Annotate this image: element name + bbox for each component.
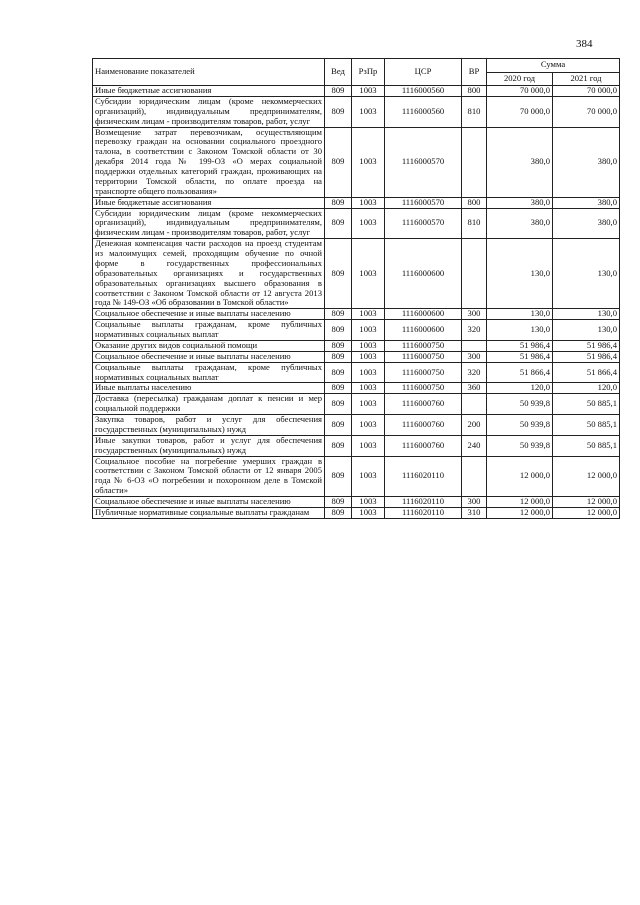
- cell-csr: 1116000600: [385, 239, 462, 309]
- cell-2021: 50 885,1: [553, 394, 620, 415]
- cell-rzpr: 1003: [352, 456, 385, 497]
- cell-rzpr: 1003: [352, 507, 385, 518]
- table-row: [93, 127, 620, 197]
- cell-csr: 1116000750: [385, 340, 462, 351]
- cell-name: Оказание других видов социальной помощи: [93, 340, 325, 351]
- cell-2020: 120,0: [487, 383, 553, 394]
- cell-2021: 380,0: [553, 208, 620, 239]
- cell-rzpr: 1003: [352, 197, 385, 208]
- cell-rzpr: 1003: [352, 362, 385, 383]
- table-row: [93, 435, 620, 456]
- cell-name: Денежная компенсация части расходов на проезд студентам из малоимущих семей, проходящим обучение по очной форме в государственных профессиональных образовательных организациях и государственных образовательных организациях высшего образования в соответствии с Законом Томской области от 12 августа 2013 года № 149-ОЗ «Об образовании в Томской области»: [93, 239, 325, 309]
- cell-ved: 809: [325, 96, 352, 127]
- cell-2021: 130,0: [553, 320, 620, 341]
- cell-2020: 51 986,4: [487, 351, 553, 362]
- table-row: [93, 394, 620, 415]
- cell-csr: 1116000560: [385, 86, 462, 97]
- header-2020: 2020 год: [487, 72, 553, 86]
- cell-csr: 1116000760: [385, 394, 462, 415]
- cell-2020: 70 000,0: [487, 86, 553, 97]
- cell-ved: 809: [325, 497, 352, 508]
- cell-vr: 300: [462, 497, 487, 508]
- header-2021: 2021 год: [553, 72, 620, 86]
- cell-name: Социальное обеспечение и иные выплаты населению: [93, 309, 325, 320]
- table-row: [93, 507, 620, 518]
- cell-csr: 1116000570: [385, 197, 462, 208]
- cell-ved: 809: [325, 208, 352, 239]
- page-number: 384: [576, 38, 593, 50]
- cell-vr: 320: [462, 320, 487, 341]
- cell-2021: 51 866,4: [553, 362, 620, 383]
- table-row: [93, 239, 620, 309]
- cell-rzpr: 1003: [352, 383, 385, 394]
- cell-name: Доставка (пересылка) гражданам доплат к пенсии и мер социальной поддержки: [93, 394, 325, 415]
- cell-2020: 50 939,8: [487, 435, 553, 456]
- header-vr: ВР: [462, 59, 487, 86]
- cell-name: Социальное обеспечение и иные выплаты населению: [93, 351, 325, 362]
- cell-csr: 1116000560: [385, 96, 462, 127]
- budget-table: [92, 58, 620, 519]
- cell-name: Иные закупки товаров, работ и услуг для обеспечения государственных (муниципальных) нужд: [93, 435, 325, 456]
- cell-rzpr: 1003: [352, 208, 385, 239]
- cell-ved: 809: [325, 197, 352, 208]
- cell-2021: 12 000,0: [553, 507, 620, 518]
- cell-2020: 50 939,8: [487, 415, 553, 436]
- cell-name: Публичные нормативные социальные выплаты гражданам: [93, 507, 325, 518]
- cell-ved: 809: [325, 239, 352, 309]
- cell-name: Иные бюджетные ассигнования: [93, 197, 325, 208]
- cell-2021: 70 000,0: [553, 86, 620, 97]
- table-row: [93, 320, 620, 341]
- table-row: [93, 340, 620, 351]
- cell-2020: 50 939,8: [487, 394, 553, 415]
- header-ved: Вед: [325, 59, 352, 86]
- table-row: [93, 351, 620, 362]
- cell-2020: 70 000,0: [487, 96, 553, 127]
- cell-rzpr: 1003: [352, 239, 385, 309]
- cell-rzpr: 1003: [352, 340, 385, 351]
- cell-csr: 1116000760: [385, 435, 462, 456]
- cell-2020: 130,0: [487, 320, 553, 341]
- cell-vr: 810: [462, 96, 487, 127]
- cell-name: Социальное обеспечение и иные выплаты населению: [93, 497, 325, 508]
- cell-csr: 1116000570: [385, 127, 462, 197]
- cell-vr: 320: [462, 362, 487, 383]
- cell-vr: 360: [462, 383, 487, 394]
- cell-2020: 51 986,4: [487, 340, 553, 351]
- cell-2021: 70 000,0: [553, 96, 620, 127]
- cell-rzpr: 1003: [352, 351, 385, 362]
- cell-vr: 240: [462, 435, 487, 456]
- cell-rzpr: 1003: [352, 86, 385, 97]
- table-row: [93, 208, 620, 239]
- cell-2020: 51 866,4: [487, 362, 553, 383]
- cell-ved: 809: [325, 340, 352, 351]
- cell-csr: 1116000760: [385, 415, 462, 436]
- cell-2020: 130,0: [487, 309, 553, 320]
- cell-name: Иные выплаты населению: [93, 383, 325, 394]
- cell-csr: 1116000750: [385, 351, 462, 362]
- cell-ved: 809: [325, 362, 352, 383]
- cell-2021: 12 000,0: [553, 456, 620, 497]
- table-row: [93, 456, 620, 497]
- cell-csr: 1116020110: [385, 507, 462, 518]
- cell-2021: 50 885,1: [553, 415, 620, 436]
- cell-ved: 809: [325, 435, 352, 456]
- cell-csr: 1116000570: [385, 208, 462, 239]
- cell-rzpr: 1003: [352, 96, 385, 127]
- cell-2021: 380,0: [553, 197, 620, 208]
- cell-vr: [462, 394, 487, 415]
- cell-rzpr: 1003: [352, 309, 385, 320]
- cell-rzpr: 1003: [352, 394, 385, 415]
- cell-name: Социальные выплаты гражданам, кроме публичных нормативных социальных выплат: [93, 320, 325, 341]
- cell-2020: 12 000,0: [487, 507, 553, 518]
- cell-2021: 51 986,4: [553, 351, 620, 362]
- cell-2021: 380,0: [553, 127, 620, 197]
- cell-2020: 380,0: [487, 127, 553, 197]
- cell-ved: 809: [325, 507, 352, 518]
- cell-ved: 809: [325, 456, 352, 497]
- cell-vr: [462, 456, 487, 497]
- cell-vr: 800: [462, 197, 487, 208]
- table-row: [93, 309, 620, 320]
- cell-ved: 809: [325, 127, 352, 197]
- cell-name: Социальное пособие на погребение умерших граждан в соответствии с Законом Томской области от 12 января 2005 года № 6-ОЗ «О погребении и похоронном деле в Томской области»: [93, 456, 325, 497]
- cell-ved: 809: [325, 351, 352, 362]
- table-body: [93, 86, 620, 519]
- header-sum: Сумма: [487, 59, 620, 73]
- header-csr: ЦСР: [385, 59, 462, 86]
- cell-vr: [462, 127, 487, 197]
- table-row: [93, 415, 620, 436]
- cell-ved: 809: [325, 383, 352, 394]
- cell-vr: 800: [462, 86, 487, 97]
- cell-vr: [462, 340, 487, 351]
- cell-csr: 1116020110: [385, 497, 462, 508]
- cell-rzpr: 1003: [352, 435, 385, 456]
- cell-2021: 51 986,4: [553, 340, 620, 351]
- cell-2020: 380,0: [487, 197, 553, 208]
- cell-csr: 1116020110: [385, 456, 462, 497]
- cell-vr: 300: [462, 309, 487, 320]
- cell-name: Социальные выплаты гражданам, кроме публичных нормативных социальных выплат: [93, 362, 325, 383]
- cell-2021: 120,0: [553, 383, 620, 394]
- cell-name: Иные бюджетные ассигнования: [93, 86, 325, 97]
- cell-2020: 12 000,0: [487, 497, 553, 508]
- cell-2021: 130,0: [553, 309, 620, 320]
- cell-vr: 810: [462, 208, 487, 239]
- cell-vr: 200: [462, 415, 487, 436]
- cell-vr: 300: [462, 351, 487, 362]
- cell-csr: 1116000600: [385, 309, 462, 320]
- header-rzpr: РзПр: [352, 59, 385, 86]
- cell-2021: 50 885,1: [553, 435, 620, 456]
- cell-name: Субсидии юридическим лицам (кроме некоммерческих организаций), индивидуальным предпринимателям, физическим лицам - производителям товаров, работ, услуг: [93, 96, 325, 127]
- cell-ved: 809: [325, 320, 352, 341]
- cell-2021: 12 000,0: [553, 497, 620, 508]
- cell-ved: 809: [325, 415, 352, 436]
- cell-ved: 809: [325, 394, 352, 415]
- cell-name: Возмещение затрат перевозчикам, осуществляющим перевозку граждан на основании социального проездного талона, в соответствии с Законом Томской области от 30 декабря 2014 года № 199-ОЗ «О мерах социальной поддержки отдельных категорий граждан, проживающих на территории Томской области, по оплате проезда на транспорте общего пользования»: [93, 127, 325, 197]
- cell-2020: 380,0: [487, 208, 553, 239]
- cell-name: Субсидии юридическим лицам (кроме некоммерческих организаций), индивидуальным предпринимателям, физическим лицам - производителям товаров, работ, услуг: [93, 208, 325, 239]
- header-row: [93, 59, 620, 73]
- cell-2020: 12 000,0: [487, 456, 553, 497]
- cell-ved: 809: [325, 86, 352, 97]
- cell-rzpr: 1003: [352, 497, 385, 508]
- table-row: [93, 86, 620, 97]
- cell-name: Закупка товаров, работ и услуг для обеспечения государственных (муниципальных) нужд: [93, 415, 325, 436]
- cell-csr: 1116000750: [385, 383, 462, 394]
- cell-rzpr: 1003: [352, 127, 385, 197]
- cell-vr: 310: [462, 507, 487, 518]
- cell-rzpr: 1003: [352, 320, 385, 341]
- table-row: [93, 96, 620, 127]
- cell-vr: [462, 239, 487, 309]
- cell-2021: 130,0: [553, 239, 620, 309]
- cell-ved: 809: [325, 309, 352, 320]
- cell-rzpr: 1003: [352, 415, 385, 436]
- table-row: [93, 362, 620, 383]
- cell-2020: 130,0: [487, 239, 553, 309]
- cell-csr: 1116000750: [385, 362, 462, 383]
- table-row: [93, 497, 620, 508]
- header-name: Наименование показателей: [93, 59, 325, 86]
- cell-csr: 1116000600: [385, 320, 462, 341]
- table-row: [93, 383, 620, 394]
- table-row: [93, 197, 620, 208]
